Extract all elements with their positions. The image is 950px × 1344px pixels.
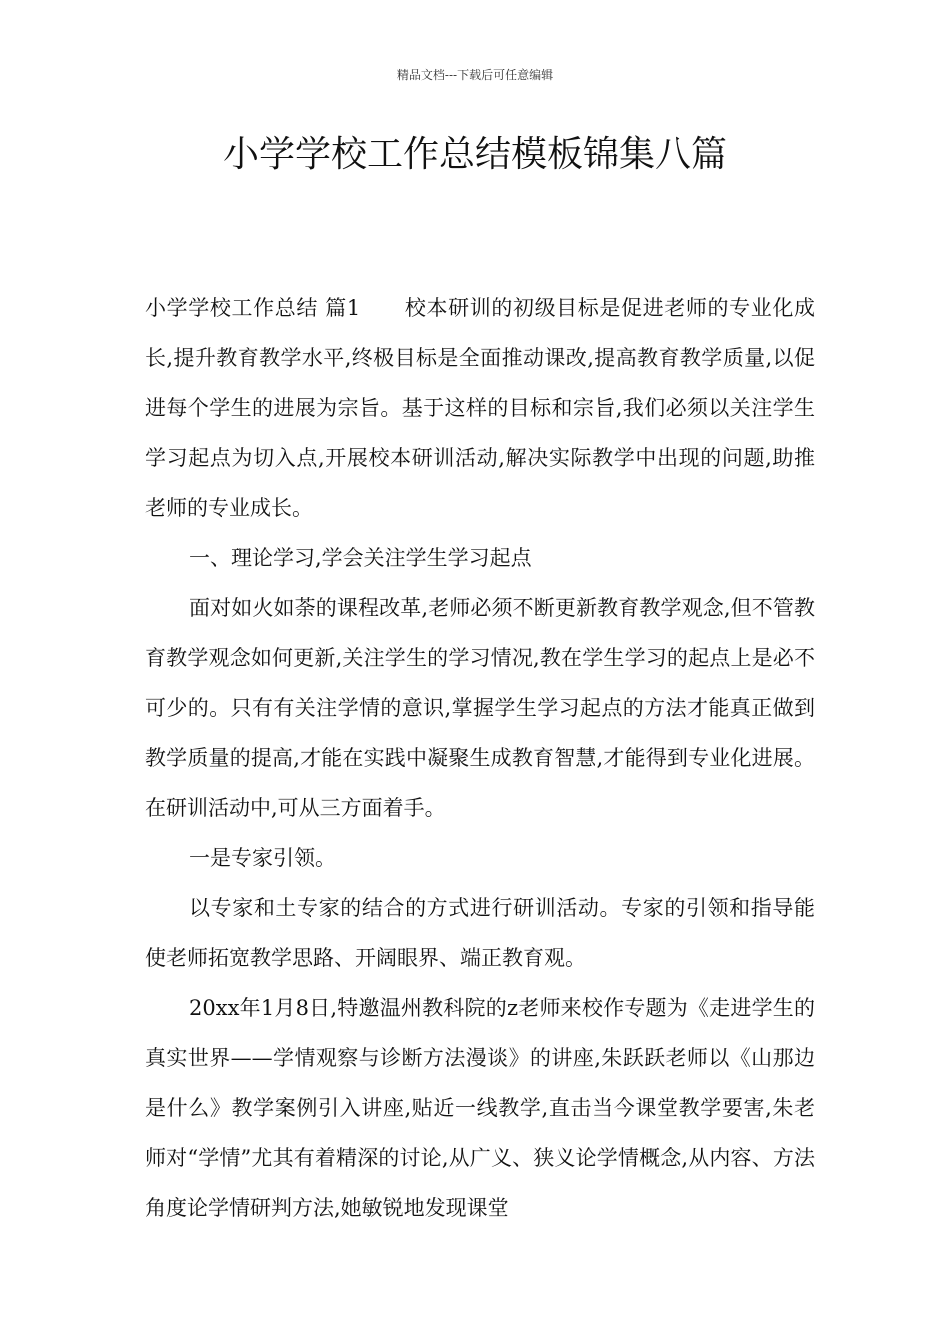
paragraph: 面对如火如荼的课程改革,老师必须不断更新教育教学观念,但不管教育教学观念如何更新,关注学生的学习情况,教在学生学习的起点上是必不可少的。只有有关注学情的意识,掌握学生学习起点的方法才能真正做到教学质量的提高,才能在实践中凝聚生成教育智慧,才能得到专业化进展。在研训活动中,可从三方面着手。 (145, 596, 815, 820)
section-label: 小学学校工作总结 篇1 (145, 296, 361, 320)
document-title: 小学学校工作总结模板锦集八篇 (222, 134, 727, 175)
first-paragraph (145, 283, 815, 533)
document-body (145, 283, 815, 1233)
paragraph: 20xx年1月8日,特邀温州教科院的z老师来校作专题为《走进学生的真实世界——学情观察与诊断方法漫谈》的讲座,朱跃跃老师以《山那边是什么》教学案例引入讲座,贴近一线教学,直击当今课堂教学要害,朱老师对“学情”尤其有着精深的讨论,从广义、狭义论学情概念,从内容、方法角度论学情研判方法,她敏锐地发现课堂 (145, 996, 815, 1220)
paragraph: 以专家和土专家的结合的方式进行研训活动。专家的引领和指导能使老师拓宽教学思路、开阔眼界、端正教育观。 (145, 896, 815, 970)
subheading: 一是专家引领。 (189, 846, 336, 870)
header-note: 精品文档---下载后可任意编辑 (396, 68, 554, 82)
section-heading: 一、理论学习,学会关注学生学习起点 (189, 546, 532, 570)
paragraph-text: 校本研训的初级目标是促进老师的专业化成长,提升教育教学水平,终极目标是全面推动课改,提高教育教学质量,以促进每个学生的进展为宗旨。基于这样的目标和宗旨,我们必须以关注学生学习起点为切入点,开展校本研训活动,解决实际教学中出现的问题,助推老师的专业成长。 (145, 296, 815, 520)
